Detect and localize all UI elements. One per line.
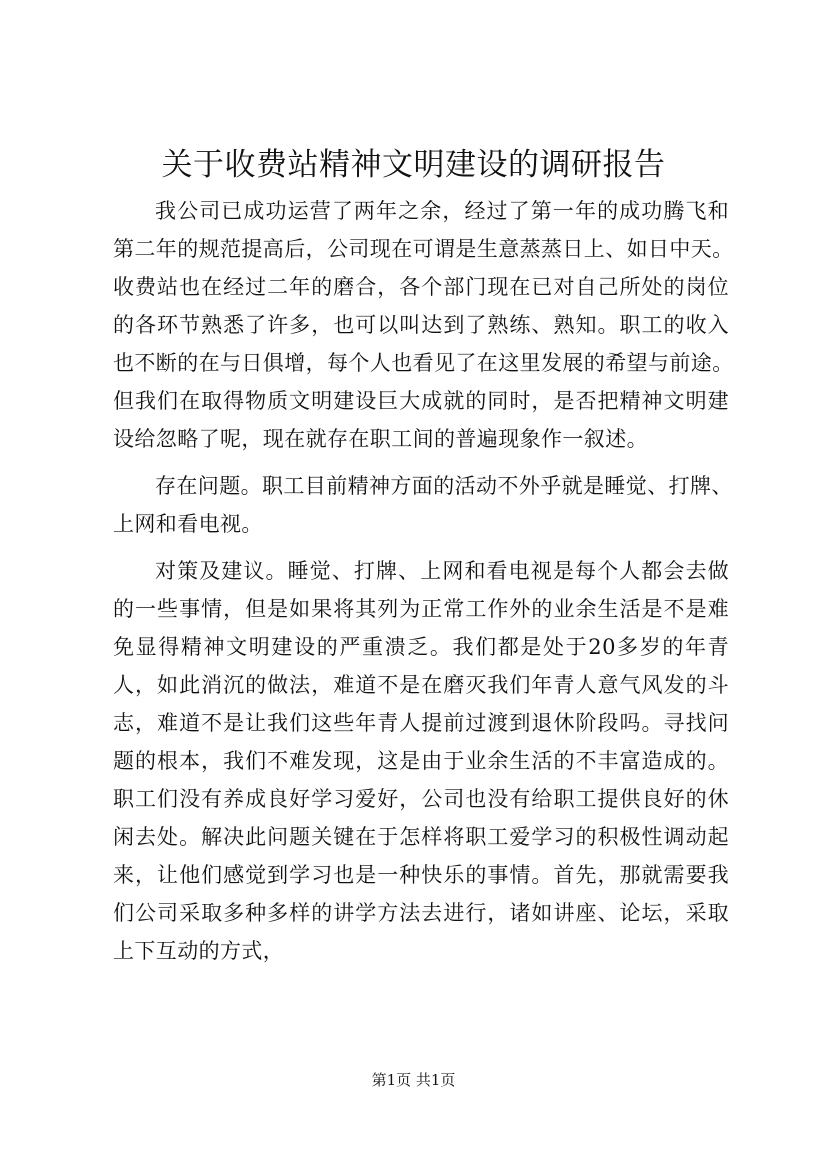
paragraph-line: 题的根本，我们不难发现，这是由于业余生活的不丰富造成的。 [113, 749, 729, 773]
paragraph-problems [113, 467, 733, 543]
paragraph-suggestions [113, 552, 729, 970]
paragraph-line: 存在问题。职工目前精神方面的活动不外乎就是睡觉、打牌、 [155, 474, 733, 498]
paragraph-line: 收费站也在经过二年的磨合，各个部门现在已对自己所处的岗位 [113, 275, 729, 299]
paragraph-line: 上下互动的方式， [113, 939, 285, 963]
paragraph-line: 我公司已成功运营了两年之余，经过了第一年的成功腾飞和 [155, 199, 729, 223]
document-title: 关于收费站精神文明建设的调研报告 [161, 147, 666, 183]
paragraph-line: 设给忽略了呢，现在就存在职工间的普遍现象作一叙述。 [113, 427, 648, 451]
paragraph-line: 志，难道不是让我们这些年青人提前过渡到退休阶段吗。寻找问 [113, 711, 729, 735]
paragraph-line: 上网和看电视。 [113, 512, 263, 536]
paragraph-line: 职工们没有养成良好学习爱好，公司也没有给职工提供良好的休 [113, 787, 729, 811]
paragraph-line: 闲去处。解决此问题关键在于怎样将职工爱学习的积极性调动起 [113, 825, 729, 849]
paragraph-line: 们公司采取多种多样的讲学方法去进行，诸如讲座、论坛，采取 [113, 901, 729, 925]
paragraph-line: 也不断的在与日俱增，每个人也看见了在这里发展的希望与前途。 [113, 351, 734, 375]
paragraph-line: 但我们在取得物质文明建设巨大成就的同时，是否把精神文明建 [113, 389, 729, 413]
paragraph-line: 人，如此消沉的做法，难道不是在磨灭我们年青人意气风发的斗 [113, 673, 729, 697]
paragraph-line: 来，让他们感觉到学习也是一种快乐的事情。首先，那就需要我 [113, 863, 729, 887]
paragraph-line: 的一些事情，但是如果将其列为正常工作外的业余生活是不是难 [113, 597, 729, 621]
paragraph-intro [113, 192, 734, 458]
paragraph-spacing [113, 543, 729, 552]
paragraph-line: 的各环节熟悉了许多，也可以叫达到了熟练、熟知。职工的收入 [113, 313, 729, 337]
paragraph-line: 第二年的规范提高后，公司现在可谓是生意蒸蒸日上、如日中天。 [113, 237, 734, 261]
document-body [113, 192, 734, 970]
paragraph-line: 对策及建议。睡觉、打牌、上网和看电视是每个人都会去做 [155, 559, 729, 583]
page-footer: 第1页 共1页 [371, 1071, 456, 1089]
paragraph-spacing [113, 458, 729, 467]
paragraph-line: 免显得精神文明建设的严重溃乏。我们都是处于20多岁的年青 [113, 635, 729, 659]
